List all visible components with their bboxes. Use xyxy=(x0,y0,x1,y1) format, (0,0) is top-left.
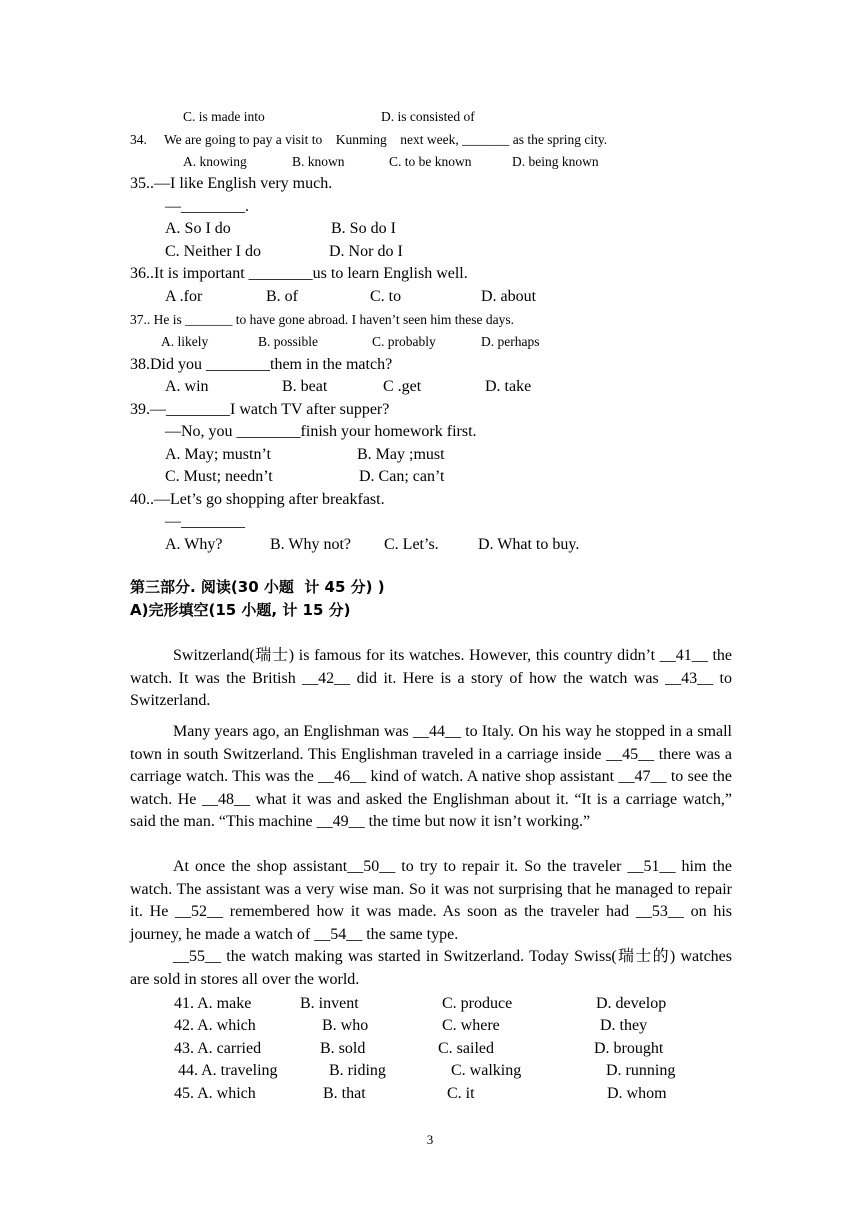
q38-option-d: D. take xyxy=(485,378,532,395)
q35-stem: 35..—I like English very much. xyxy=(130,175,333,192)
q40-option-b: B. Why not? xyxy=(270,536,352,553)
q39-option-c: C. Must; needn’t xyxy=(165,468,273,485)
cloze-43-option-b: B. sold xyxy=(320,1040,366,1057)
cloze-44-option-c: C. walking xyxy=(451,1062,522,1079)
cloze-41-option-c: C. produce xyxy=(442,995,513,1012)
cloze-44-option-a: 44. A. traveling xyxy=(178,1062,278,1079)
q40-option-c: C. Let’s. xyxy=(384,536,439,553)
q36-option-a: A .for xyxy=(165,288,203,305)
q40-reply: —________ xyxy=(165,513,245,530)
q38-option-c: C .get xyxy=(383,378,422,395)
q39-reply: —No, you ________finish your homework first. xyxy=(165,423,477,440)
cloze-42-option-b: B. who xyxy=(322,1017,369,1034)
section-subheading: A)完形填空(15 小题, 计 15 分) xyxy=(130,601,351,619)
q35-option-a: A. So I do xyxy=(165,220,231,237)
q35-option-d: D. Nor do I xyxy=(329,243,403,260)
q34-number: 34. xyxy=(130,132,147,147)
q34-option-c: C. to be known xyxy=(389,154,472,169)
q35-option-b: B. So do I xyxy=(331,220,396,237)
q40-stem: 40..—Let’s go shopping after breakfast. xyxy=(130,491,385,508)
q37-stem: 37.. He is _______ to have gone abroad. I haven’t seen him these days. xyxy=(130,312,515,327)
q39-option-b: B. May ;must xyxy=(357,446,445,463)
cloze-45-option-b: B. that xyxy=(323,1085,366,1102)
q35-reply: —________. xyxy=(165,198,249,215)
passage-paragraph-3: At once the shop assistant__50__ to try to repair it. So the traveler __51__ him the watch. The assistant was a very wise man. So it was not surprising that he managed to repair it. He __52__ remembered how it was made. As soon as the traveler had __53__ on his journey, he made a watch of __54__ the same type. xyxy=(130,858,732,943)
cloze-43-option-a: 43. A. carried xyxy=(174,1040,262,1057)
q36-stem: 36..It is important ________us to learn English well. xyxy=(130,265,468,282)
cloze-41-option-b: B. invent xyxy=(300,995,359,1012)
q40-option-d: D. What to buy. xyxy=(478,536,580,553)
q37-option-b: B. possible xyxy=(258,334,319,349)
cloze-43-option-c: C. sailed xyxy=(438,1040,494,1057)
q37-option-d: D. perhaps xyxy=(481,334,540,349)
passage-paragraph-1: Switzerland(瑞士) is famous for its watches. However, this country didn’t __41__ the watch. It was the British __42__ did it. Here is a story of how the watch was __43__ to Switzerland. xyxy=(130,647,732,709)
q38-stem: 38.Did you ________them in the match? xyxy=(130,356,393,373)
q33-option-c: C. is made into xyxy=(183,109,265,124)
q35-option-c: C. Neither I do xyxy=(165,243,261,260)
passage-paragraph-4: __55__ the watch making was started in Switzerland. Today Swiss(瑞士的) watches are sold in stores all over the world. xyxy=(130,948,732,988)
q33-option-d: D. is consisted of xyxy=(381,109,475,124)
q36-option-d: D. about xyxy=(481,288,537,305)
cloze-45-option-d: D. whom xyxy=(607,1085,667,1102)
q37-option-c: C. probably xyxy=(372,334,436,349)
q36-option-c: C. to xyxy=(370,288,402,305)
q37-option-a: A. likely xyxy=(161,334,209,349)
cloze-42-option-a: 42. A. which xyxy=(174,1017,256,1034)
cloze-42-option-c: C. where xyxy=(442,1017,500,1034)
cloze-45-option-a: 45. A. which xyxy=(174,1085,256,1102)
q39-option-d: D. Can; can’t xyxy=(359,468,445,485)
q38-option-a: A. win xyxy=(165,378,209,395)
q40-option-a: A. Why? xyxy=(165,536,223,553)
q34-option-b: B. known xyxy=(292,154,345,169)
cloze-42-option-d: D. they xyxy=(600,1017,648,1034)
q34-option-d: D. being known xyxy=(512,154,599,169)
q39-stem: 39.—________I watch TV after supper? xyxy=(130,401,390,418)
cloze-44-option-d: D. running xyxy=(606,1062,676,1079)
section-heading: 第三部分. 阅读(30 小题 计 45 分) ) xyxy=(130,578,385,596)
page-number: 3 xyxy=(426,1132,434,1147)
cloze-41-option-d: D. develop xyxy=(596,995,667,1012)
q39-option-a: A. May; mustn’t xyxy=(165,446,271,463)
cloze-41-option-a: 41. A. make xyxy=(174,995,252,1012)
q38-option-b: B. beat xyxy=(282,378,328,395)
q34-stem: We are going to pay a visit to Kunming next week, _______ as the spring city. xyxy=(164,132,608,147)
passage-paragraph-2: Many years ago, an Englishman was __44__ to Italy. On his way he stopped in a small town in south Switzerland. This Englishman traveled in a carriage inside __45__ there was a carriage watch. This was the __46__ kind of watch. A native shop assistant __47__ to see the watch. He __48__ what it was and asked the Englishman about it. “It is a carriage watch,” said the man. “This machine __49__ the time but now it isn’t working.” xyxy=(130,723,732,830)
q34-option-a: A. knowing xyxy=(183,154,247,169)
cloze-44-option-b: B. riding xyxy=(329,1062,386,1079)
q36-option-b: B. of xyxy=(266,288,298,305)
cloze-43-option-d: D. brought xyxy=(594,1040,664,1057)
cloze-45-option-c: C. it xyxy=(447,1085,475,1102)
